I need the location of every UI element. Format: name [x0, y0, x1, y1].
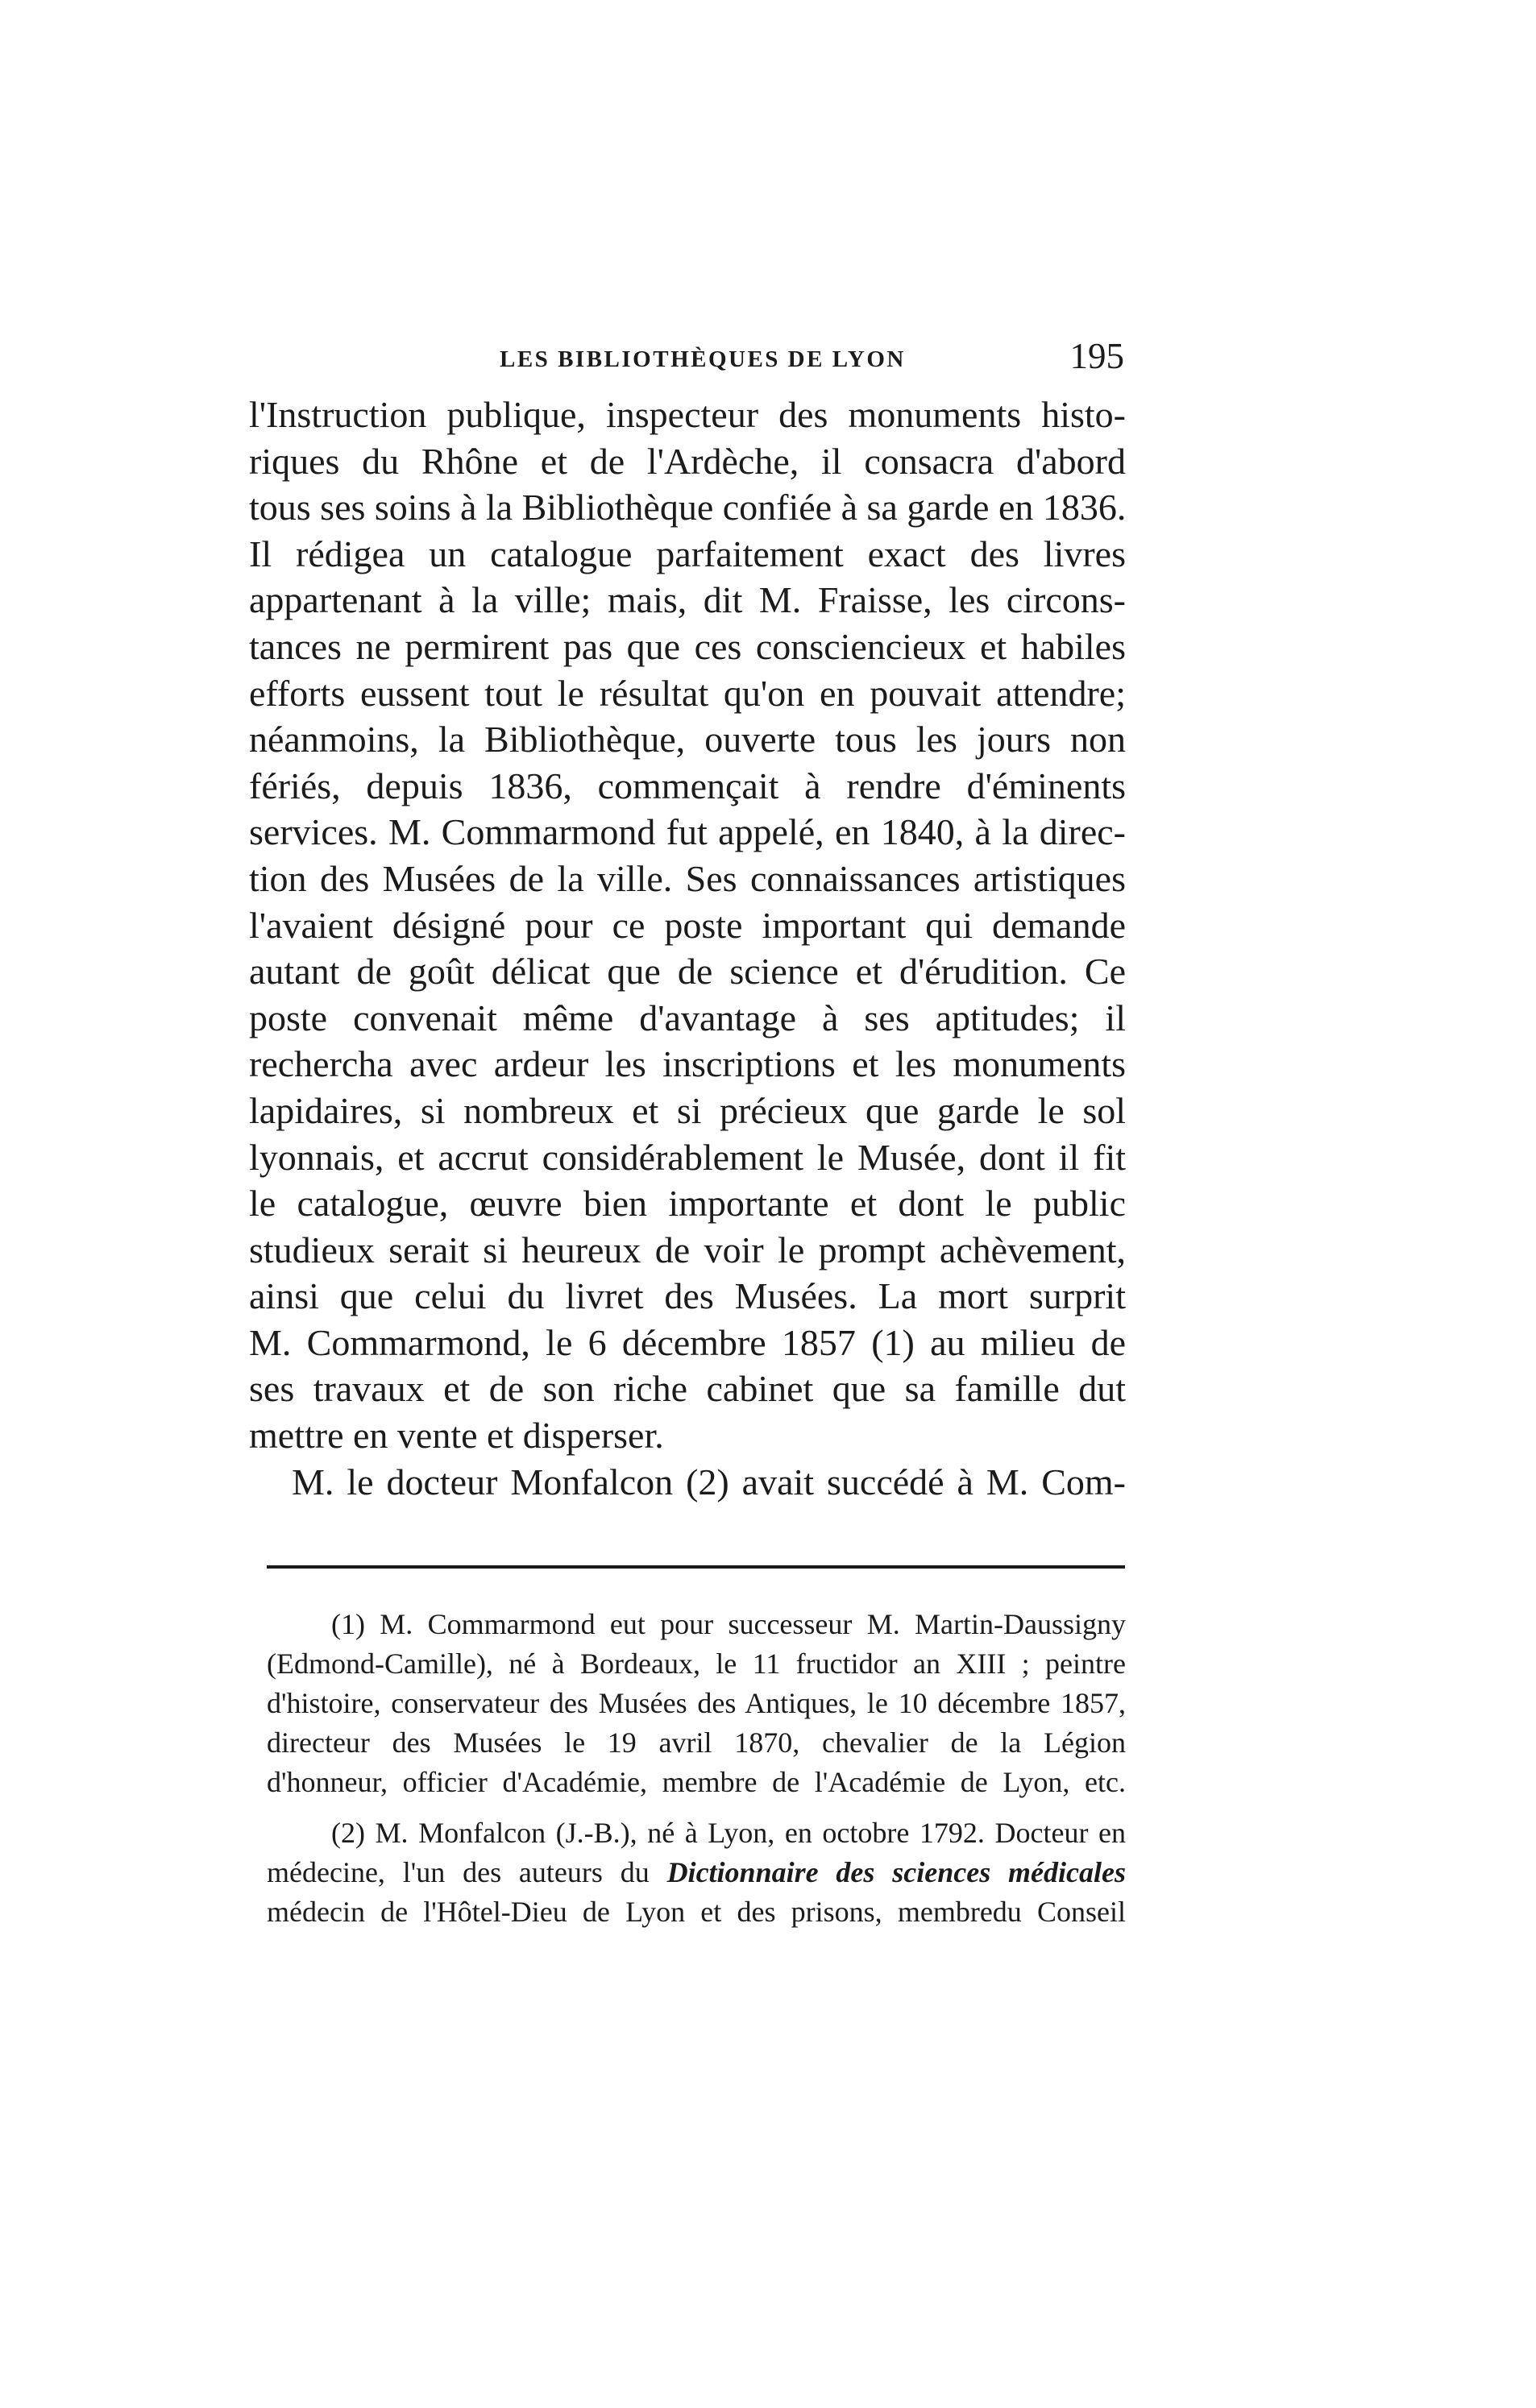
body-line: M. Commarmond, le 6 décembre 1857 (1) au milieu de [249, 1321, 1126, 1363]
footnote-2-line: médecin de l'Hôtel-Dieu de Lyon et des prisons, membredu Conseil [267, 1896, 1126, 1928]
body-line: autant de goût délicat que de science et d'érudition. Ce [249, 951, 1126, 993]
body-text [249, 392, 1126, 1505]
footnote-1-line: directeur des Musées le 19 avril 1870, chevalier de la Légion [267, 1726, 1126, 1759]
footnote-1-line: d'histoire, conservateur des Musées des Antiques, le 10 décembre 1857, [267, 1687, 1126, 1719]
body-line: tances ne permirent pas que ces consciencieux et habiles [249, 625, 1126, 667]
body-line: ainsi que celui du livret des Musées. La mort surprit [249, 1275, 1126, 1317]
footnote-1-line: (Edmond-Camille), né à Bordeaux, le 11 fructidor an XIII ; peintre [267, 1647, 1126, 1680]
body-line: lyonnais, et accrut considérablement le Musée, dont il fit [249, 1136, 1126, 1178]
body-line: riques du Rhône et de l'Ardèche, il consacra d'abord [249, 440, 1126, 482]
body-line: appartenant à la ville; mais, dit M. Fraisse, les circons- [249, 579, 1126, 621]
footnote-1-line: d'honneur, officier d'Académie, membre de l'Académie de Lyon, etc. [267, 1766, 1126, 1798]
footnote-2-line [267, 1853, 1126, 1892]
body-line: l'Instruction publique, inspecteur des monuments histo- [249, 394, 1126, 435]
footnote-2-text: médecine, l'un des auteurs du [267, 1856, 650, 1888]
body-line: lapidaires, si nombreux et si précieux que garde le sol [249, 1089, 1126, 1131]
body-line: Il rédigea un catalogue parfaitement exact des livres [249, 533, 1126, 574]
body-line: mettre en vente et disperser. [249, 1415, 664, 1457]
dictionary-title: Dictionnaire des sciences médicales [666, 1856, 1126, 1888]
body-line: l'avaient désigné pour ce poste important qui demande [249, 904, 1126, 946]
footnote-2-line: (2) M. Monfalcon (J.-B.), né à Lyon, en octobre 1792. Docteur en [331, 1817, 1126, 1849]
footnote-1-line: (1) M. Commarmond eut pour successeur M. Martin-Daussigny [331, 1608, 1126, 1640]
body-line: néanmoins, la Bibliothèque, ouverte tous les jours non [249, 719, 1126, 761]
running-head [250, 335, 1124, 383]
body-line: le catalogue, œuvre bien importante et dont le public [249, 1183, 1126, 1225]
page-number: 195 [1069, 336, 1124, 376]
body-line: poste convenait même d'avantage à ses aptitudes; il [249, 997, 1126, 1038]
footnotes [267, 1605, 1126, 1932]
body-line: ses travaux et de son riche cabinet que sa famille dut [249, 1368, 1126, 1410]
body-line: fériés, depuis 1836, commençait à rendre d'éminents [249, 765, 1126, 806]
body-line: studieux serait si heureux de voir le prompt achèvement, [249, 1229, 1126, 1270]
body-line: efforts eussent tout le résultat qu'on en pouvait attendre; [249, 672, 1126, 714]
body-line: M. le docteur Monfalcon (2) avait succédé à M. Com- [292, 1461, 1126, 1502]
footnote-divider [267, 1565, 1125, 1569]
body-line: tous ses soins à la Bibliothèque confiée à sa garde en 1836. [249, 487, 1127, 528]
body-line: services. M. Commarmond fut appelé, en 1840, à la direc- [249, 811, 1126, 853]
body-line: rechercha avec ardeur les inscriptions et les monuments [249, 1043, 1126, 1085]
body-line: tion des Musées de la ville. Ses connaissances artistiques [249, 857, 1126, 899]
running-title: LES BIBLIOTHÈQUES DE LYON [500, 346, 906, 372]
